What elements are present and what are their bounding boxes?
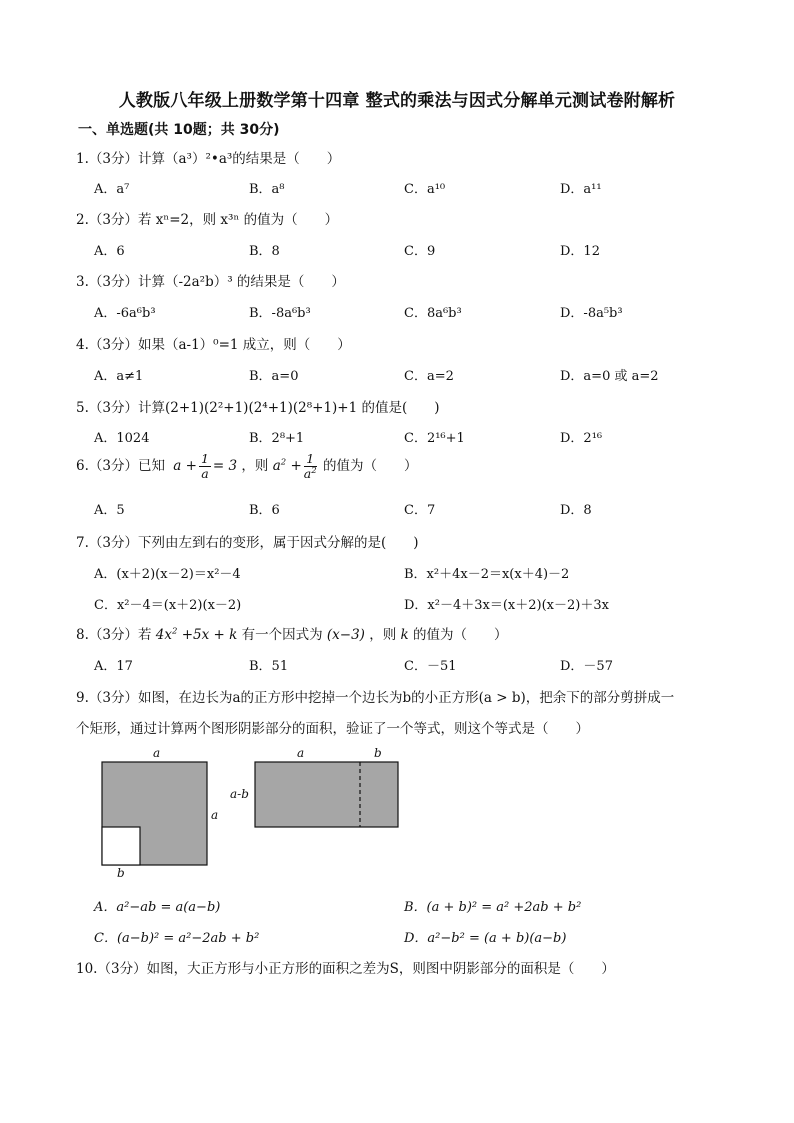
question-number: 3.: [76, 274, 89, 290]
document-title: 人教版八年级上册数学第十四章 整式的乘法与因式分解单元测试卷附解析: [118, 91, 676, 111]
question-1: [76, 147, 340, 167]
option-a: A．a≠1: [94, 369, 144, 384]
option-d: D．12: [560, 244, 600, 259]
question-text: ，则: [369, 627, 397, 643]
question-10: [76, 957, 615, 977]
question-text: （3分）若 xⁿ=2，则 x³ⁿ 的值为（ ）: [88, 212, 339, 228]
label-left-top-a: a: [153, 746, 161, 760]
label-left-bottom-b: b: [117, 866, 125, 880]
option-b: B．x²＋4x－2＝x(x＋4)－2: [404, 567, 570, 582]
question-6: [76, 452, 417, 481]
option-b: B．2⁸+1: [249, 431, 305, 446]
question-text: （3分）计算（-2a²b）³ 的结果是（ ）: [88, 274, 345, 290]
question-number: 1.: [76, 151, 89, 167]
option-c: C．x²－4＝(x＋2)(x－2): [94, 598, 242, 613]
polynomial-expression: $4x^2 +5x + k$: [155, 626, 238, 643]
option-d: D．8: [560, 503, 592, 518]
option-c: C．7: [404, 503, 436, 518]
label-right-top-a: a: [297, 746, 305, 760]
equation-a-plus-inverse: a + $\frac{1}{a}$ = 3: [173, 451, 238, 481]
question-8: [76, 623, 508, 643]
option-b: B．-8a⁶b³: [249, 306, 311, 321]
question-text: （3分）已知: [88, 458, 165, 474]
question-text: （3分）计算（a³）²•a³的结果是（ ）: [88, 151, 341, 167]
option-c: C．2¹⁶+1: [404, 431, 465, 446]
factor-expression: (x−3): [326, 627, 365, 643]
question-text: 的值为（ ）: [322, 458, 418, 474]
option-a: A．1024: [94, 431, 150, 446]
option-d: D．x²－4＋3x＝(x＋2)(x－2)＋3x: [404, 598, 609, 613]
question-2: [76, 208, 338, 228]
option-d: D．2¹⁶: [560, 431, 603, 446]
option-d: D．a²−b² = (a + b)(a−b): [404, 931, 567, 946]
option-a: A．-6a⁶b³: [94, 306, 156, 321]
question-number: 7.: [76, 535, 89, 551]
option-c: C．－51: [404, 659, 457, 674]
expression-a2-plus-inverse: $a^2$ + $\frac{1}{a^2}$: [272, 451, 317, 481]
option-a: A．17: [94, 659, 133, 674]
option-a: A．5: [94, 503, 125, 518]
question-number: 4.: [76, 337, 89, 353]
option-b: B．6: [249, 503, 280, 518]
option-d: D．-8a⁵b³: [560, 306, 623, 321]
question-number: 6.: [76, 458, 89, 474]
question-text: （3分）若: [88, 627, 152, 643]
rectangle-shaded: [255, 762, 398, 827]
option-d: D．－57: [560, 659, 613, 674]
q9-figure: [90, 745, 420, 885]
option-c: C．(a−b)² = a²−2ab + b²: [94, 931, 260, 946]
option-c: C．a¹⁰: [404, 182, 446, 197]
question-9-continued: 个矩形，通过计算两个图形阴影部分的面积，验证了一个等式，则这个等式是（ ）: [76, 721, 589, 737]
question-text: （3分）计算(2+1)(2²+1)(2⁴+1)(2⁸+1)+1 的值是( ): [88, 400, 440, 416]
question-5: [76, 396, 440, 416]
option-a: A．a⁷: [94, 182, 130, 197]
question-3: [76, 270, 345, 290]
label-left-right-a: a: [211, 808, 219, 822]
question-text: （3分）下列由左到右的变形，属于因式分解的是( ): [88, 535, 419, 551]
option-d: D．a¹¹: [560, 182, 602, 197]
question-text: （3分）如果（a-1）⁰=1 成立，则（ ）: [88, 337, 351, 353]
option-c: C．9: [404, 244, 436, 259]
option-a: A．a²−ab = a(a−b): [94, 900, 221, 915]
option-b: B．a=0: [249, 369, 299, 384]
question-number: 5.: [76, 400, 89, 416]
question-text: ，则: [241, 458, 269, 474]
section-heading: 一、单选题(共 10题；共 30分): [78, 122, 280, 138]
question-number: 10.: [76, 961, 98, 977]
variable-k: k: [400, 627, 409, 643]
question-number: 2.: [76, 212, 89, 228]
option-c: C．a=2: [404, 369, 454, 384]
option-d: D．a=0 或 a=2: [560, 369, 659, 384]
option-b: B．a⁸: [249, 182, 285, 197]
option-b: B．8: [249, 244, 280, 259]
label-right-left-a-minus-b: a-b: [230, 787, 249, 801]
question-text: （3分）如图，大正方形与小正方形的面积之差为S，则图中阴影部分的面积是（ ）: [97, 961, 615, 977]
label-right-top-b: b: [374, 746, 382, 760]
question-text: 有一个因式为: [241, 627, 323, 643]
question-7: [76, 531, 419, 551]
question-number: 8.: [76, 627, 89, 643]
option-b: B．(a + b)² = a² +2ab + b²: [404, 900, 582, 915]
question-text: （3分）如图，在边长为a的正方形中挖掉一个边长为b的小正方形(a > b)，把余下的部分剪拼成一: [88, 690, 675, 706]
small-square-removed: [102, 827, 140, 865]
option-c: C．8a⁶b³: [404, 306, 462, 321]
question-text: 的值为（ ）: [413, 627, 508, 643]
question-9: [76, 686, 674, 706]
question-4: [76, 333, 351, 353]
option-a: A．(x＋2)(x－2)＝x²－4: [94, 567, 241, 582]
option-b: B．51: [249, 659, 289, 674]
option-a: A．6: [94, 244, 125, 259]
question-number: 9.: [76, 690, 89, 706]
